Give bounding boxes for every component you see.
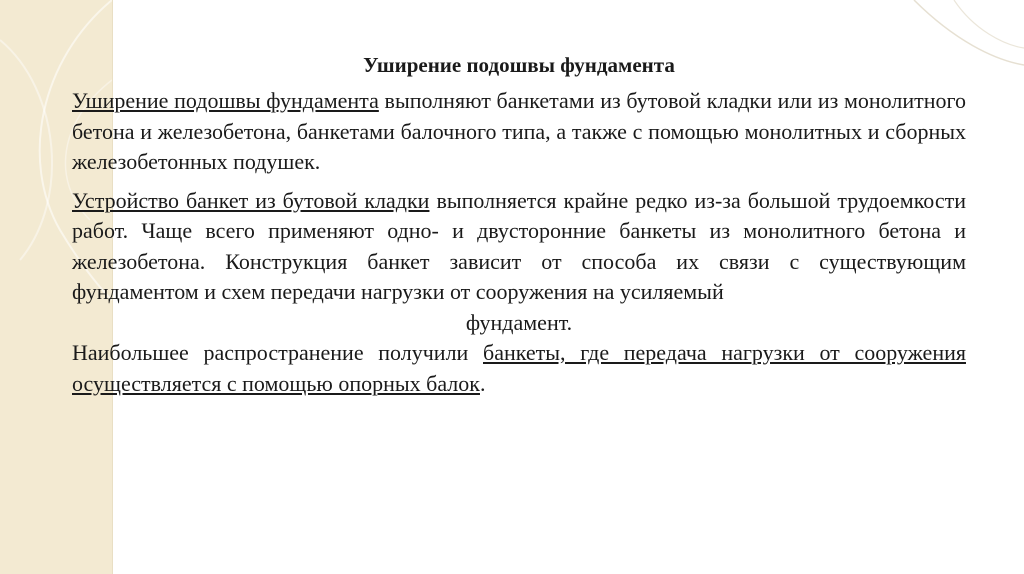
paragraph-2-text: выполняется крайне редко из-за большой трудоемкости работ. Чаще всего применяют одно- и двусторонние банкеты из монолитного бетона и железобетона. Конструкция банкет зависит от способа их связи с существующим фундаментом и схем передачи нагрузки от сооружения на усиляемый	[72, 187, 966, 304]
slide-title: Уширение подошвы фундамента	[363, 53, 675, 77]
paragraph-1-lead: Уширение подошвы фундамента	[72, 88, 379, 113]
paragraph-3	[72, 338, 966, 399]
slide-content	[72, 50, 966, 399]
paragraph-3-end: .	[479, 370, 486, 396]
paragraph-3-underlined: банкеты, где передача нагрузки от сооружения осуществляется с помощью опорных балок	[72, 340, 966, 396]
paragraph-1-text: выполняют банкетами из бутовой кладки или из монолитного бетона и железобетона, банкетами балочного типа, а также с помощью монолитных и сборных железобетонных подушек.	[72, 88, 967, 174]
paragraph-3-start: Наибольшее распространение получили	[72, 340, 483, 365]
paragraph-1	[72, 86, 966, 178]
paragraph-2	[72, 186, 966, 339]
paragraph-2-lead: Устройство банкет из бутовой кладки	[72, 187, 430, 213]
paragraph-2-tail: фундамент.	[465, 309, 573, 335]
